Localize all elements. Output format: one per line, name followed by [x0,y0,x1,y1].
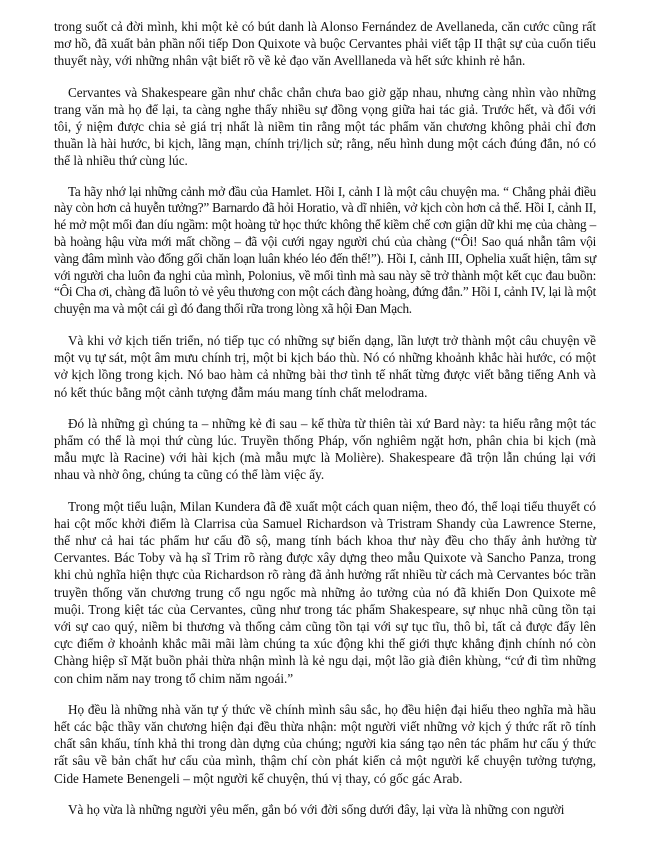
paragraph-final-line: Và họ vừa là những người yêu mến, gắn bó với đời sống dưới đây, lại vừa là những con người [68,801,565,817]
paragraph-avellaneda: trong suốt cả đời mình, khi một kẻ có bút danh là Alonso Fernández de Avellaneda, căn cước cũng rất mơ hồ, đã xuất bản phần nối tiếp Don Quixote và buộc Cervantes phải viết tập II thật sự của cuốn tiểu thuyết này, với những nhân vật biết rõ về kẻ đạo văn Avelllaneda và hết sức khinh rẻ hắn. [54,19,596,69]
paragraph-bard-legacy: Đó là những gì chúng ta – những kẻ đi sau – kế thừa từ thiên tài xứ Bard này: ta hiểu rằng một tác phẩm có thể là mọi thứ cùng lúc. Truyền thống Pháp, vốn nghiêm ngặt hơn, phân chia bi kịch (mà mẫu mực là Racine) với hài kịch (mà mẫu mực là Molière). Shakespeare đã trộn lẫn chúng lại với nhau và nhờ ông, chúng ta cũng có thể làm việc ấy. [54,415,596,483]
paragraph-play-progression: Và khi vở kịch tiến triển, nó tiếp tục có những sự biến dạng, lần lượt trở thành một câu chuyện về một vụ tự sát, một âm mưu chính trị, một bi kịch báo thù. Nó có những khoảnh khắc hài hước, có một vở kịch lồng trong kịch. Nó bao hàm cả những bài thơ tình tế nhất từng được viết bằng tiếng Anh và nó kết thúc bằng một cảnh tượng đẫm máu mang tính chất melodrama. [54,333,596,400]
paragraph-cervantes-shakespeare: Cervantes và Shakespeare gần như chắc chắn chưa bao giờ gặp nhau, nhưng càng nhìn vào những trang văn mà họ để lại, ta càng nghe thấy nhiều sự đồng vọng giữa hai tác giả. Trước hết, và đối với tôi, ý niệm được chia sẻ giá trị nhất là niềm tin rằng một tác phẩm văn chương không phải chỉ đơn thuần là hài hước, bi kịch, lãng mạn, chính trị/lịch sử; rằng, nếu hình dung một cách đúng đắn, nó có thể là nhiều thứ cùng lúc. [54,84,596,169]
paragraph-hamlet-opening: Ta hãy nhớ lại những cảnh mở đầu của Hamlet. Hồi I, cảnh I là một câu chuyện ma. “ Chẳng phải điều này còn hơn cả huyễn tưởng?” Barnardo đã hỏi Horatio, và dĩ nhiên, vở kịch còn hơn cả thế. Hồi I, cảnh II, hé mở một mối đan díu ngầm: một hoàng tử học thức không thể kiềm chế cơn giận dữ khi mẹ của chàng – bà hoàng hậu vừa mới mất chồng – đã vội cưới ngay người chú của chàng (“Ôi! Sao quá nhẫn tâm vội vàng đâm mình vào đống gối chăn loạn luân khéo léo đến thế!”). Hồi I, cảnh III, Ophelia xuất hiện, tâm sự với người cha luôn đa nghi của mình, Polonius, về mối tình mà sau này sẽ trở thành một kết cục đau buồn: “Ôi Cha ơi, chàng đã luôn tỏ vẻ yêu thương con một cách đàng hoàng, đứng đắn.” Hồi I, cảnh IV, lại là một chuyện ma và một cái gì đó đang thối rữa trong lòng xã hội Đan Mạch. [54,183,596,317]
paragraph-kundera: Trong một tiểu luận, Milan Kundera đã đề xuất một cách quan niệm, theo đó, thể loại tiểu thuyết có hai cột mốc khởi điểm là Clarrisa của Samuel Richardson và Tristram Shandy của Lawrence Sterne, thể như cả hai tác phẩm hư cấu đồ sộ, mang tính bách khoa thư này đều cho thấy ảnh hưởng từ Cervantes. Bác Toby và hạ sĩ Trim rõ ràng được xây dựng theo mẫu Quixote và Sancho Panza, trong khi chủ nghĩa hiện thực của Richardson rõ ràng đã ảnh hưởng rất nhiều từ cách mà Cervantes bóc trần truyền thống văn chương trung cổ ngu ngốc mà những ảo tưởng của nó đã khiến Don Quixote mê muội. Trong kiệt tác của Cervantes, cũng như trong tác phẩm Shakespeare, sự nhục nhã cũng tồn tại với sự cao quý, niềm bi thương và thống cảm cũng tồn tại với sự tục tĩu, thô bỉ, tất cả được đẩy lên cực điểm ở khoảnh khắc mãi mãi làm chúng ta xúc động khi thế giới thực khẳng định chính nó còn Chàng hiệp sĩ Mặt buồn phải thừa nhận mình là kẻ ngu dại, một lão già điên khùng, “cứ đi tìm những con chim năm nay trong tổ chim năm ngoái.” [54,498,596,686]
paragraph-self-aware-writers: Họ đều là những nhà văn tự ý thức về chính mình sâu sắc, họ đều hiện đại hiểu theo nghĩa mà hầu hết các bậc thầy văn chương hiện đại đều thừa nhận: một người viết những vở kịch ý thức rất rõ tính chất sân khấu, tính khả thi trong dàn dựng của chúng; người kia sáng tạo nên tác phẩm hư cấu ý thức rất sâu về bản chất hư cấu của mình, thậm chí còn phát kiến cả một người kể chuyện tưởng tượng, Cide Hamete Benengeli – một người kể chuyện, thú vị thay, có gốc gác Arab. [54,701,596,786]
book-page [54,18,596,818]
